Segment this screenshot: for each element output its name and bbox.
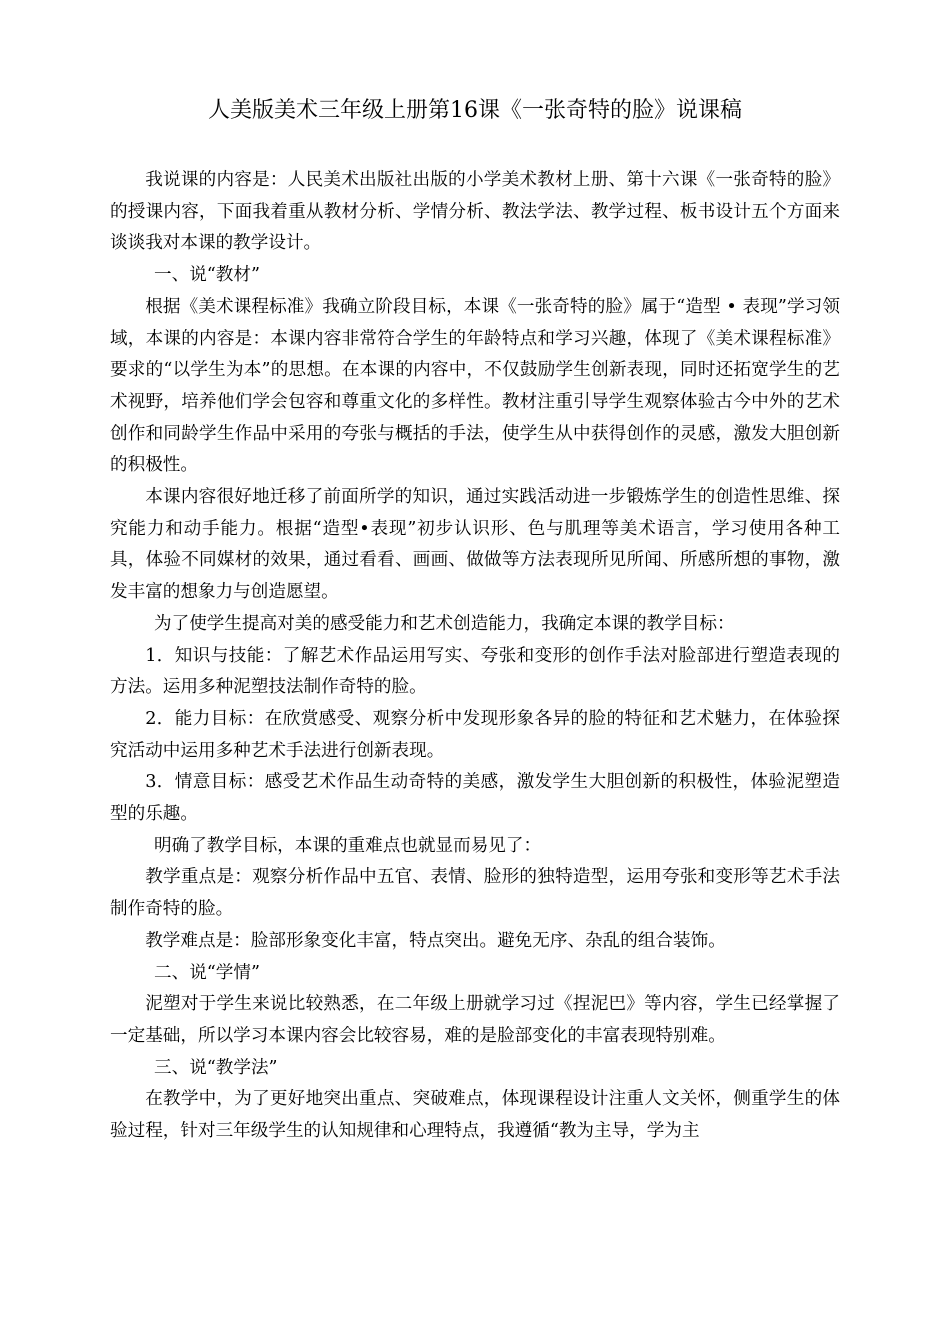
paragraph-textbook-1: 根据《美术课程标准》我确立阶段目标，本课《一张奇特的脸》属于“造型 • 表现”学习领域，本课的内容是：本课内容非常符合学生的年龄特点和学习兴趣，体现了《美术课程标准》要求的“以学生为本”的思想。在本课的内容中，不仅鼓励学生创新表现，同时还拓宽学生的艺术视野，培养他们学会包容和尊重文化的多样性。教材注重引导学生观察体验古今中外的艺术创作和同龄学生作品中采用的夸张与概括的手法，使学生从中获得创作的灵感，激发大胆创新的积极性。 (110, 296, 840, 476)
paragraph-goal-2: 2．能力目标：在欣赏感受、观察分析中发现形象各异的脸的特征和艺术魅力，在体验探究活动中运用多种艺术手法进行创新表现。 (110, 708, 840, 761)
section-heading-teaching-method: 三、说“教学法” (154, 1057, 278, 1078)
section-heading-textbook: 一、说“教材” (154, 265, 260, 286)
section-heading-students: 二、说“学情” (154, 962, 260, 983)
paragraph-key-point: 教学重点是：观察分析作品中五官、表情、脸形的独特造型，运用夸张和变形等艺术手法制作奇特的脸。 (110, 867, 840, 920)
paragraph-teaching-method: 在教学中，为了更好地突出重点、突破难点，体现课程设计注重人文关怀，侧重学生的体验过程，针对三年级学生的认知规律和心理特点，我遵循“教为主导，学为主 (110, 1089, 840, 1142)
paragraph-textbook-2: 本课内容很好地迁移了前面所学的知识，通过实践活动进一步锻炼学生的创造性思维、探究能力和动手能力。根据“造型•表现”初步认识形、色与肌理等美术语言，学习使用各种工具，体验不同媒材的效果，通过看看、画画、做做等方法表现所见所闻、所感所想的事物，激发丰富的想象力与创造愿望。 (110, 487, 840, 603)
paragraph-difficult-point: 教学难点是：脸部形象变化丰富，特点突出。避免无序、杂乱的组合装饰。 (145, 930, 726, 951)
paragraph-students: 泥塑对于学生来说比较熟悉，在二年级上册就学习过《捏泥巴》等内容，学生已经掌握了一定基础，所以学习本课内容会比较容易，难的是脸部变化的丰富表现特别难。 (110, 994, 840, 1046)
paragraph-goal-1: 1．知识与技能：了解艺术作品运用写实、夸张和变形的创作手法对脸部进行塑造表现的方法。运用多种泥塑技法制作奇特的脸。 (110, 645, 840, 698)
paragraph-intro: 我说课的内容是：人民美术出版社出版的小学美术教材上册、第十六课《一张奇特的脸》的授课内容，下面我着重从教材分析、学情分析、教法学法、教学过程、板书设计五个方面来谈谈我对本课的教学设计。 (110, 170, 840, 254)
paragraph-key-points-intro: 明确了教学目标，本课的重难点也就显而易见了： (154, 835, 542, 856)
paragraph-goal-3: 3．情意目标：感受艺术作品生动奇特的美感，激发学生大胆创新的积极性，体验泥塑造型的乐趣。 (110, 772, 840, 825)
document-title: 人美版美术三年级上册第16课《一张奇特的脸》说课稿 (208, 98, 742, 123)
document-body (110, 165, 840, 1148)
paragraph-goals-intro: 为了使学生提高对美的感受能力和艺术创造能力，我确定本课的教学目标： (154, 613, 735, 634)
